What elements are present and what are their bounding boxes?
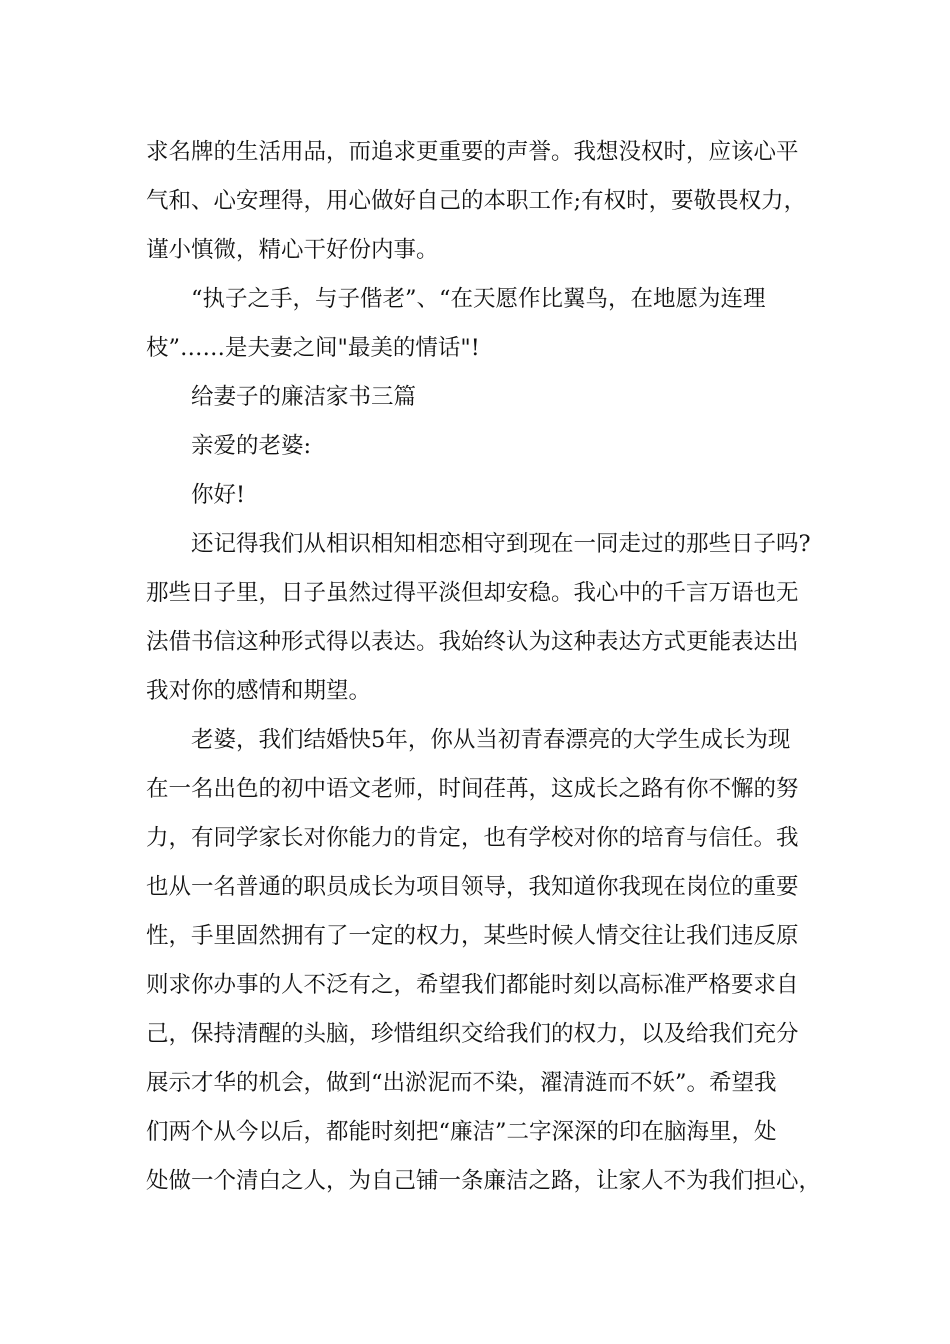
paragraph-3 [146, 520, 836, 716]
text-line: 则求你办事的人不泛有之，希望我们都能时刻以高标准严格要求自 [146, 972, 799, 998]
text-line: 求名牌的生活用品，而追求更重要的声誉。我想没权时，应该心平 [146, 139, 799, 165]
text-line: 也从一名普通的职员成长为项目领导，我知道你我现在岗位的重要 [146, 874, 799, 900]
text-line: 你好! [191, 482, 246, 508]
text-line: “执子之手，与子偕老”、“在天愿作比翼鸟，在地愿为连理 [191, 286, 766, 312]
text-line: 老婆，我们结婚快5年，你从当初青春漂亮的大学生成长为现 [191, 727, 791, 753]
text-line: 力，有同学家长对你能力的肯定，也有学校对你的培育与信任。我 [146, 825, 799, 851]
text-line: 还记得我们从相识相知相恋相守到现在一同走过的那些日子吗? [191, 531, 811, 557]
paragraph-4 [146, 716, 836, 1206]
text-line: 在一名出色的初中语文老师，时间荏苒，这成长之路有你不懈的努 [146, 776, 799, 802]
document-page [146, 128, 836, 1206]
text-line: 己，保持清醒的头脑，珍惜组织交给我们的权力，以及给我们充分 [146, 1021, 799, 1047]
salutation [146, 422, 836, 471]
paragraph-2 [146, 275, 836, 373]
text-line: 给妻子的廉洁家书三篇 [191, 384, 417, 410]
text-line: 处做一个清白之人，为自己铺一条廉洁之路，让家人不为我们担心， [146, 1168, 822, 1194]
text-line: 展示才华的机会，做到“出淤泥而不染，濯清涟而不妖”。希望我 [146, 1070, 777, 1096]
text-line: 我对你的感情和期望。 [146, 678, 372, 704]
paragraph-1 [146, 128, 836, 275]
text-line: 性，手里固然拥有了一定的权力，某些时候人情交往让我们违反原 [146, 923, 799, 949]
text-line: 们两个从今以后，都能时刻把“廉洁”二字深深的印在脑海里，处 [146, 1119, 777, 1145]
text-line: 那些日子里，日子虽然过得平淡但却安稳。我心中的千言万语也无 [146, 580, 799, 606]
section-title [146, 373, 836, 422]
text-line: 谨小慎微，精心干好份内事。 [146, 237, 439, 263]
text-line: 亲爱的老婆: [191, 433, 312, 459]
text-line: 法借书信这种形式得以表达。我始终认为这种表达方式更能表达出 [146, 629, 799, 655]
greeting [146, 471, 836, 520]
text-line: 枝”……是夫妻之间"最美的情话"! [146, 335, 480, 361]
text-line: 气和、心安理得，用心做好自己的本职工作;有权时，要敬畏权力， [146, 188, 807, 214]
